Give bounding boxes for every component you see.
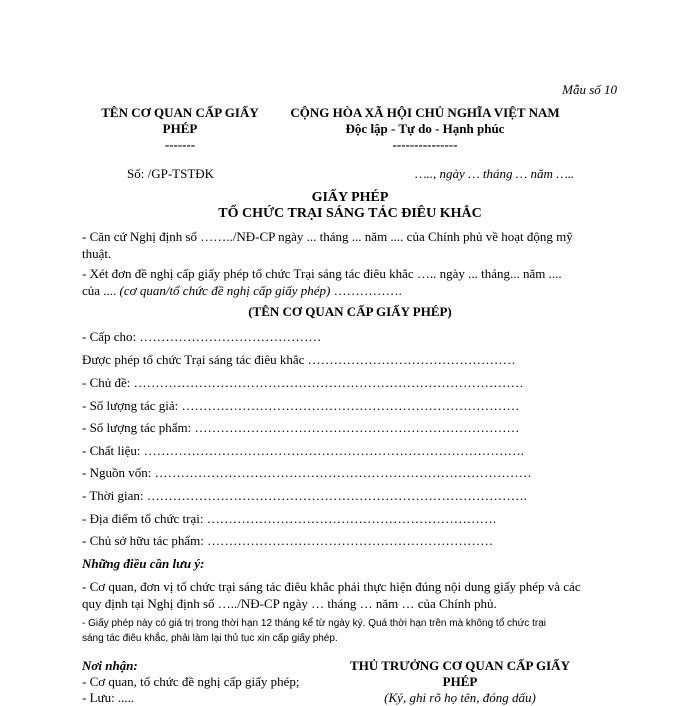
head-title-line1: THỦ TRƯỞNG CƠ QUAN CẤP GIẤY [350, 658, 570, 673]
basis-line2b: của .... (cơ quan/tổ chức đề nghị cấp giấy phép) ……………. [82, 283, 402, 298]
head-title-line2: PHÉP [442, 674, 478, 689]
field-permission: Được phép tổ chức Trại sáng tác điêu khắc ………………………………………… [82, 352, 516, 367]
note2-line-b: sáng tác điêu khắc, phải làm lại thủ tục xin cấp giấy phép. [82, 633, 338, 644]
issuer-heading: (TÊN CƠ QUAN CẤP GIẤY PHÉP) [248, 304, 452, 319]
recipient-2: - Lưu: ..... [82, 690, 135, 705]
form-number: Mẫu số 10 [562, 82, 617, 97]
field-duration: - Thời gian: ……………………………………………………………………………. [82, 488, 528, 503]
recipients-label: Nơi nhận: [82, 658, 138, 673]
basis-line1a: - Căn cứ Nghị định số ……../NĐ-CP ngày ... tháng ... năm .... của Chính phủ về hoạt động mỹ [82, 229, 573, 244]
note-1 [82, 578, 622, 612]
note1-line-b: quy định tại Nghị định số …../NĐ-CP ngày … tháng … năm … của Chính phủ. [82, 596, 497, 611]
recipients-block [82, 658, 300, 706]
republic-name: CỘNG HÒA XÃ HỘI CHỦ NGHĨA VIỆT NAM [290, 105, 560, 120]
applicant-placeholder: (cơ quan/tổ chức đề nghị cấp giấy phép) [119, 283, 331, 298]
legal-basis [82, 228, 622, 262]
note-2 [82, 616, 622, 646]
issue-date: ….., ngày … tháng … năm ….. [415, 166, 575, 181]
motto: Độc lập - Tự do - Hạnh phúc [345, 121, 505, 136]
agency-header [80, 105, 280, 153]
notes-heading: Những điều cần lưu ý: [82, 556, 205, 571]
field-theme: - Chủ đề: ……………………………………………………………………………… [82, 375, 524, 390]
basis-line1b: thuật. [82, 246, 112, 261]
field-location: - Địa điểm tổ chức trại: …………………………………………………………. [82, 511, 496, 526]
agency-rule: ------- [164, 137, 196, 152]
recipient-1: - Cơ quan, tổ chức đề nghị cấp giấy phép; [82, 674, 300, 689]
title-line1: GIẤY PHÉP [311, 190, 389, 205]
motto-rule: --------------- [392, 137, 458, 152]
field-author-count: - Số lượng tác giả: …………………………………………………………………… [82, 398, 520, 413]
republic-header [270, 105, 580, 153]
title-line2: TỔ CHỨC TRẠI SÁNG TÁC ĐIÊU KHẮC [218, 206, 482, 221]
note2-line-a: - Giấy phép này có giá trị trong thời hạn 12 tháng kể từ ngày ký. Quá thời hạn trên mà không tổ chức trại [82, 618, 546, 629]
application-basis [82, 265, 622, 299]
field-funding: - Nguồn vốn: …………………………………………………………………………… [82, 465, 532, 480]
sign-note: (Ký, ghi rõ họ tên, đóng dấu) [384, 690, 536, 705]
field-owner: - Chủ sở hữu tác phẩm: ………………………………………………………… [82, 533, 494, 548]
field-granted-to: - Cấp cho: …………………………………… [82, 329, 322, 344]
field-artwork-count: - Số lượng tác phẩm: ………………………………………………………………… [82, 420, 520, 435]
document-number: Số: /GP-TSTĐK [127, 166, 215, 181]
basis-line2a: - Xét đơn đề nghị cấp giấy phép tổ chức Trại sáng tác điêu khắc ….. ngày ... tháng... năm .... [82, 266, 562, 281]
signature-block [330, 658, 590, 706]
agency-name-line1: TÊN CƠ QUAN CẤP GIẤY [101, 105, 259, 120]
document-title [80, 190, 620, 222]
agency-name-line2: PHÉP [162, 121, 198, 136]
note1-line-a: - Cơ quan, đơn vị tổ chức trại sáng tác điêu khắc phải thực hiện đúng nội dung giấy phép và các [82, 579, 581, 594]
field-material: - Chất liệu: ……………………………………………………………………………. [82, 443, 524, 458]
